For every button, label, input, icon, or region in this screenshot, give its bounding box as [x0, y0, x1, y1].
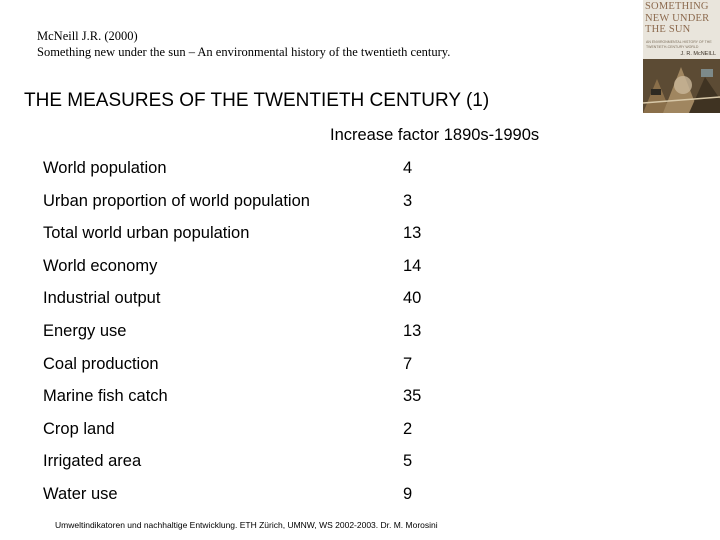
row-value: 35	[403, 387, 422, 406]
citation-title: Something new under the sun – An environmental history of the twentieth century.	[37, 45, 451, 59]
table-row	[43, 450, 523, 483]
cover-author: J. R. McNEILL	[680, 51, 716, 57]
row-value: 5	[403, 452, 413, 471]
table-row	[43, 385, 523, 418]
row-label: Total world urban population	[43, 224, 250, 243]
row-label: World economy	[43, 256, 158, 275]
row-value: 7	[403, 354, 413, 373]
slide-heading: THE MEASURES OF THE TWENTIETH CENTURY (1)	[24, 90, 490, 111]
row-label: Water use	[43, 484, 118, 503]
row-label: Urban proportion of world population	[43, 191, 310, 210]
row-label: Energy use	[43, 321, 127, 340]
row-label: Crop land	[43, 419, 115, 438]
row-label: Industrial output	[43, 289, 161, 308]
cover-title	[645, 1, 718, 36]
table-row	[43, 255, 523, 288]
table-row	[43, 157, 523, 190]
row-label: World population	[43, 159, 167, 177]
row-label: Coal production	[43, 354, 159, 373]
cover-title-line: THE SUN	[645, 24, 691, 35]
row-label: Irrigated area	[43, 452, 142, 471]
row-label: Marine fish catch	[43, 387, 168, 406]
table-row	[43, 418, 523, 451]
row-value: 40	[403, 289, 422, 308]
row-value: 13	[403, 321, 422, 340]
cover-title-line: SOMETHING	[645, 1, 709, 12]
row-value: 9	[403, 484, 413, 503]
row-value: 2	[403, 419, 413, 438]
measures-table	[43, 157, 523, 516]
citation	[37, 28, 450, 60]
table-row	[43, 222, 523, 255]
table-row	[43, 190, 523, 223]
table-row	[43, 287, 523, 320]
cover-title-line: NEW UNDER	[645, 12, 710, 24]
slide-footer: Umweltindikatoren und nachhaltige Entwicklung. ETH Zürich, UMNW, WS 2002-2003. Dr. M. Morosini	[55, 520, 438, 530]
row-value: 4	[403, 159, 413, 177]
row-value: 3	[403, 191, 413, 210]
table-row	[43, 320, 523, 353]
book-cover-image	[643, 0, 720, 113]
row-value: 14	[403, 256, 422, 275]
row-value: 13	[403, 224, 422, 243]
table-row	[43, 353, 523, 386]
citation-author: McNeill J.R. (2000)	[37, 29, 138, 43]
table-row	[43, 483, 523, 516]
cover-subtitle: AN ENVIRONMENTAL HISTORY OF THE TWENTIETH-CENTURY WORLD	[646, 40, 712, 49]
column-header: Increase factor 1890s-1990s	[330, 126, 540, 144]
cover-painting	[643, 59, 720, 113]
